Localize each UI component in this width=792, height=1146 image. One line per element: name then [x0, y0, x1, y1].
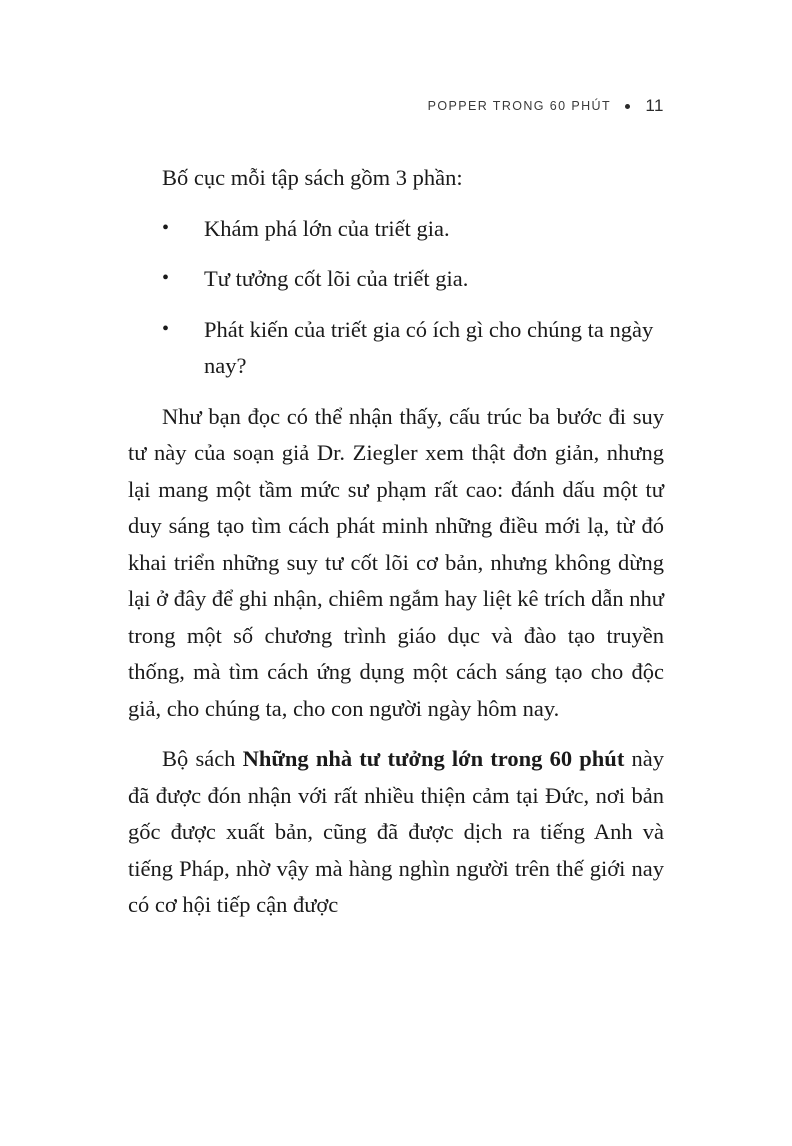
bullet-dot-icon [625, 104, 630, 109]
page-content [128, 160, 664, 924]
paragraph-three [128, 741, 664, 924]
running-head [128, 96, 664, 116]
book-series-title: Những nhà tư tưởng lớn trong 60 phút [242, 746, 625, 771]
bullet-list [128, 211, 664, 385]
paragraph-two: Như bạn đọc có thể nhận thấy, cấu trúc ba bước đi suy tư này của soạn giả Dr. Ziegler xem thật đơn giản, nhưng lại mang một tầm mức sư phạm rất cao: đánh dấu một tư duy sáng tạo tìm cách phát minh những điều mới lạ, từ đó khai triển những suy tư cốt lõi cơ bản, nhưng không dừng lại ở đây để ghi nhận, chiêm ngắm hay liệt kê trích dẫn như trong một số chương trình giáo dục và đào tạo truyền thống, mà tìm cách ứng dụng một cách sáng tạo cho độc giả, cho chúng ta, cho con người ngày hôm nay. [128, 403, 664, 721]
running-head-title: POPPER TRONG 60 PHÚT [427, 99, 611, 113]
paragraph-three-rest: này đã được đón nhận với rất nhiều thiện cảm tại Đức, nơi bản gốc được xuất bản, cũng đã được dịch ra tiếng Anh và tiếng Pháp, nhờ vậy mà hàng nghìn người trên thế giới nay có cơ hội tiếp cận được [128, 746, 664, 917]
page-number: 11 [645, 96, 664, 115]
paragraph-three-lead: Bộ sách [162, 746, 243, 771]
list-item: • Khám phá lớn của triết gia. [128, 211, 664, 248]
intro-paragraph: Bố cục mỗi tập sách gồm 3 phần: [162, 165, 463, 190]
list-item: • Tư tưởng cốt lõi của triết gia. [128, 261, 664, 298]
list-item: • Phát kiến của triết gia có ích gì cho chúng ta ngày nay? [128, 312, 664, 385]
